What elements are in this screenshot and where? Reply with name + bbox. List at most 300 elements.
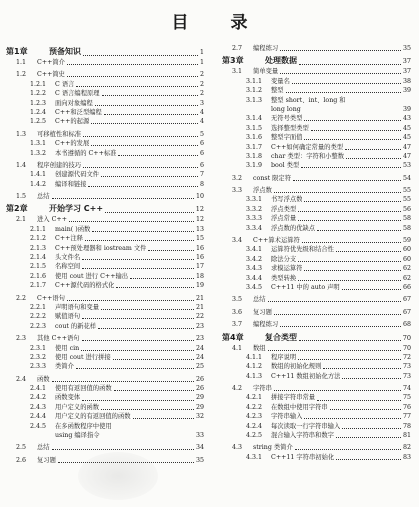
toc-entry xyxy=(6,117,204,126)
toc-entry xyxy=(222,174,411,183)
toc-entry-page-number: 2 xyxy=(199,71,204,79)
dot-leader xyxy=(83,136,198,137)
dot-leader xyxy=(336,459,401,460)
toc-chapter-entry xyxy=(222,55,411,67)
dot-leader xyxy=(83,55,198,56)
dot-leader xyxy=(114,390,194,391)
toc-entry-number: 2.3.1 xyxy=(30,344,47,352)
toc-entry-number: 4.2.3 xyxy=(246,413,263,421)
dot-leader xyxy=(88,186,198,187)
toc-entry-title: 浮点类型 xyxy=(271,205,297,213)
toc-entry-title: C++的起源 xyxy=(55,118,90,126)
toc-entry-title: 数组的初始化规则 xyxy=(271,363,322,371)
toc-entry xyxy=(222,86,411,95)
toc-entry-number: 1.2.2 xyxy=(30,90,47,98)
dot-leader xyxy=(67,300,194,301)
toc-entry-title: 选择整型类型 xyxy=(271,124,309,132)
dot-leader xyxy=(280,326,401,327)
toc-entry-number: 4.1.1 xyxy=(246,353,263,361)
toc-entry-number: 3.3.1 xyxy=(246,196,263,204)
toc-entry-number: 2.2.1 xyxy=(30,303,47,311)
toc-entry-number: 1.1 xyxy=(16,58,27,66)
toc-entry xyxy=(6,99,204,108)
toc-entry xyxy=(222,195,411,204)
toc-entry-number: 3.6 xyxy=(232,308,243,316)
toc-entry xyxy=(6,294,204,303)
toc-entry xyxy=(222,96,411,105)
toc-entry-number: 1.3.2 xyxy=(30,149,47,157)
toc-entry xyxy=(222,105,411,114)
toc-entry-title: 处理数据 xyxy=(265,56,297,66)
toc-entry-page-number: 81 xyxy=(402,432,411,440)
toc-entry-number: 3.1.3 xyxy=(246,96,263,104)
toc-entry-title: C++预处理器和 iostream 文件 xyxy=(55,244,147,252)
toc-entry xyxy=(6,384,204,393)
toc-entry-page-number: 70 xyxy=(402,344,411,352)
toc-entry-title: C++11 数组初始化方法 xyxy=(271,372,341,380)
toc-entry-page-number: 54 xyxy=(402,174,411,182)
toc-entry-number: 1.2.4 xyxy=(30,108,47,116)
dot-leader xyxy=(298,220,401,221)
toc-entry-number: 1.4.2 xyxy=(30,180,47,188)
toc-entry-number: 2.3 xyxy=(16,335,27,343)
toc-entry-title: 使用 cout 进行 C++输出 xyxy=(55,272,129,280)
dot-leader xyxy=(52,381,194,382)
toc-entry-page-number: 12 xyxy=(195,205,204,214)
toc-entry-title: 用户定义的函数 xyxy=(55,403,100,411)
toc-entry-page-number: 2 xyxy=(199,90,204,98)
dot-leader xyxy=(69,221,194,222)
toc-entry-number: 4.3 xyxy=(232,444,243,452)
toc-entry-title: 赋值语句 xyxy=(55,313,81,321)
toc-entry xyxy=(222,394,411,403)
toc-entry-page-number: 67 xyxy=(402,308,411,316)
toc-entry-page-number: 18 xyxy=(195,272,204,280)
toc-entry-page-number: 21 xyxy=(195,294,204,302)
dot-leader xyxy=(92,231,194,232)
dot-leader xyxy=(95,105,198,106)
toc-entry-number: 4.2.4 xyxy=(246,422,263,430)
dot-leader xyxy=(301,167,401,168)
toc-entry-number: 2.1 xyxy=(16,216,27,224)
toc-entry-title: 字符串 xyxy=(253,385,272,393)
toc-entry xyxy=(222,431,411,440)
toc-entry-page-number: 66 xyxy=(402,283,411,291)
toc-entry-number: 3.3.3 xyxy=(246,215,263,223)
toc-entry-title: 用户定义的有返回值的函数 xyxy=(55,413,131,421)
toc-entry-number: 2.3.3 xyxy=(30,363,47,371)
toc-entry-number: 1.3 xyxy=(16,130,27,138)
toc-entry-page-number: 6 xyxy=(199,140,204,148)
toc-entry-number: 2.1.2 xyxy=(30,235,47,243)
toc-entry-page-number: 37 xyxy=(402,57,411,66)
dot-leader xyxy=(280,73,401,74)
toc-entry xyxy=(6,262,204,271)
toc-entry-title: 总结 xyxy=(37,444,50,452)
toc-entry-page-number: 15 xyxy=(195,235,204,243)
toc-entry xyxy=(222,214,411,223)
toc-entry xyxy=(6,403,204,412)
toc-entry xyxy=(6,375,204,384)
toc-entry xyxy=(6,180,204,189)
dot-leader xyxy=(342,289,401,290)
toc-entry-number: 3.5 xyxy=(232,296,243,304)
toc-entry-title: 在数组中使用字符串 xyxy=(271,403,328,411)
toc-entry-number: 2.1.5 xyxy=(30,263,47,271)
toc-entry-title: using 编译指令 xyxy=(55,432,100,440)
toc-entry-title: 总结 xyxy=(253,296,266,304)
dot-leader xyxy=(336,437,401,438)
toc-entry xyxy=(6,272,204,281)
toc-entry-title: 面向对象编程 xyxy=(55,99,93,107)
dot-leader xyxy=(274,390,401,391)
toc-entry xyxy=(6,89,204,98)
dot-leader xyxy=(299,340,401,341)
toc-entry-number: 2.3.2 xyxy=(30,353,47,361)
toc-entry-number: 2.4.2 xyxy=(30,394,47,402)
dot-leader xyxy=(98,328,194,329)
toc-entry-page-number: 73 xyxy=(402,372,411,380)
toc-entry-number: 3.4.1 xyxy=(246,246,263,254)
toc-entry-page-number: 62 xyxy=(402,274,411,282)
toc-entry xyxy=(6,215,204,224)
toc-entry-number: 2.7 xyxy=(232,44,243,52)
dot-leader xyxy=(82,340,194,341)
toc-entry-number: 3.1.1 xyxy=(246,77,263,85)
toc-entry xyxy=(6,139,204,148)
toc-entry-number: 3.1.2 xyxy=(246,87,263,95)
dot-leader xyxy=(345,149,401,150)
toc-entry-page-number: 58 xyxy=(402,224,411,232)
toc-entry-page-number: 78 xyxy=(402,422,411,430)
toc-entry-number: 2.1.1 xyxy=(30,225,47,233)
toc-entry-page-number: 47 xyxy=(402,152,411,160)
toc-entry-number: 3.1.4 xyxy=(246,115,263,123)
toc-entry-page-number: 24 xyxy=(195,353,204,361)
toc-entry xyxy=(222,308,411,317)
toc-entry-page-number: 5 xyxy=(199,130,204,138)
toc-entry-title: 程序创建的技巧 xyxy=(37,161,82,169)
toc-entry-title: 编译和链接 xyxy=(55,180,87,188)
toc-entry-title: 拼接字符串常量 xyxy=(271,394,316,402)
toc-entry-page-number: 58 xyxy=(402,215,411,223)
toc-entry xyxy=(222,236,411,245)
toc-entry-title: C 语言编程原理 xyxy=(55,90,100,98)
toc-entry-title: C++和泛型编程 xyxy=(55,108,102,116)
dot-leader xyxy=(101,409,194,410)
toc-entry-title: C++算术运算符 xyxy=(253,237,300,245)
toc-entry-page-number: 26 xyxy=(195,385,204,393)
dot-leader xyxy=(101,309,194,310)
toc-entry-title: 数组 xyxy=(253,344,266,352)
dot-leader xyxy=(82,259,194,260)
dot-leader xyxy=(118,155,198,156)
dot-leader xyxy=(81,350,194,351)
toc-entry-number: 2.1.4 xyxy=(30,254,47,262)
dot-leader xyxy=(268,301,401,302)
toc-entry-number: 2.2.3 xyxy=(30,322,47,330)
toc-entry-page-number: 7 xyxy=(199,171,204,179)
dot-leader xyxy=(274,192,401,193)
toc-entry-title: 编程练习 xyxy=(253,321,279,329)
toc-entry-number: 2.1.6 xyxy=(30,272,47,280)
dot-leader xyxy=(82,400,194,401)
toc-entry xyxy=(6,394,204,403)
dot-leader xyxy=(298,359,401,360)
toc-entry-number: 2.5 xyxy=(16,444,27,452)
dot-leader xyxy=(67,76,198,77)
toc-entry-title: 浮点数的优缺点 xyxy=(271,224,316,232)
dot-leader xyxy=(323,368,401,369)
dot-leader xyxy=(268,350,401,351)
dot-leader xyxy=(102,95,198,96)
toc-entry-number: 4.3.1 xyxy=(246,453,263,461)
dot-leader xyxy=(280,50,401,51)
toc-entry-title: C++语句 xyxy=(37,294,65,302)
dot-leader xyxy=(116,287,194,288)
toc-entry-number: 3.4.2 xyxy=(246,255,263,263)
toc-entry xyxy=(222,67,411,76)
toc-entry-page-number: 12 xyxy=(195,216,204,224)
dot-leader xyxy=(91,123,198,124)
toc-entry-page-number: 60 xyxy=(402,246,411,254)
toc-entry xyxy=(222,344,411,353)
toc-entry-number: 2.4.3 xyxy=(30,403,47,411)
toc-chapter-entry xyxy=(6,203,204,215)
toc-entry-page-number: 29 xyxy=(195,394,204,402)
dot-leader xyxy=(342,428,401,429)
toc-entry-title: 声明语句和变量 xyxy=(55,303,100,311)
toc-entry-page-number: 34 xyxy=(195,444,204,452)
toc-entry-number: 4.2.1 xyxy=(246,394,263,402)
toc-entry xyxy=(222,143,411,152)
toc-entry-page-number: 83 xyxy=(402,453,411,461)
toc-entry-title: 类型转换 xyxy=(271,274,297,282)
toc-entry-title: 总结 xyxy=(37,193,50,201)
dot-leader xyxy=(67,64,198,65)
dot-leader xyxy=(133,418,194,419)
toc-entry-page-number: 16 xyxy=(195,254,204,262)
toc-entry-title: 复习题 xyxy=(253,308,272,316)
toc-entry-page-number: 21 xyxy=(195,303,204,311)
toc-entry-number: 3.3 xyxy=(232,187,243,195)
page-title: 目 录 xyxy=(171,13,266,33)
dot-leader xyxy=(130,278,194,279)
toc-entry-title: 创建源代码文件 xyxy=(55,171,100,179)
dot-leader xyxy=(304,270,401,271)
toc-entry-title: 其他 C++语句 xyxy=(37,335,80,343)
toc-entry-number: 3.1.7 xyxy=(246,143,263,151)
toc-entry xyxy=(6,244,204,253)
toc-entry-title: C++如何确定常量的类型 xyxy=(271,143,344,151)
toc-entry-title: string 类简介 xyxy=(253,444,293,452)
toc-entry-title: 开始学习 C++ xyxy=(49,204,104,214)
dot-leader xyxy=(330,409,401,410)
toc-entry xyxy=(222,295,411,304)
dot-leader xyxy=(298,280,401,281)
dot-leader xyxy=(85,240,194,241)
toc-entry xyxy=(6,80,204,89)
toc-entry-title: 除法分支 xyxy=(271,255,297,263)
toc-entry xyxy=(6,161,204,170)
toc-entry-page-number: 72 xyxy=(402,353,411,361)
toc-entry-page-number: 29 xyxy=(195,403,204,411)
toc-entry xyxy=(6,192,204,201)
toc-entry-number: 3.1.5 xyxy=(246,124,263,132)
toc-entry-number: 1.2.5 xyxy=(30,118,47,126)
toc-entry-number: 4.1 xyxy=(232,344,243,352)
toc-entry-page-number: 22 xyxy=(195,313,204,321)
toc-entry-page-number: 39 xyxy=(402,105,411,113)
toc-entry-title: 使用 cin xyxy=(55,344,80,352)
toc-entry-page-number: 1 xyxy=(199,58,204,66)
toc-entry xyxy=(6,281,204,290)
toc-chapter-entry xyxy=(222,332,411,344)
toc-entry xyxy=(222,320,411,329)
toc-entry xyxy=(222,422,411,431)
toc-entry xyxy=(222,283,411,292)
toc-entry-number: 1.4 xyxy=(16,161,27,169)
dot-leader xyxy=(76,368,194,369)
toc-entry-page-number: 74 xyxy=(402,385,411,393)
dot-leader xyxy=(302,242,401,243)
toc-entry xyxy=(222,224,411,233)
toc-entry xyxy=(6,170,204,179)
toc-entry-title: 整型字面值 xyxy=(271,134,303,142)
toc-entry xyxy=(6,344,204,353)
toc-chapter-entry xyxy=(6,46,204,58)
toc-entry-page-number: 67 xyxy=(402,296,411,304)
dot-leader xyxy=(101,176,198,177)
toc-entry-page-number: 39 xyxy=(402,87,411,95)
toc-entry-page-number: 35 xyxy=(195,456,204,464)
toc-entry-page-number: 24 xyxy=(195,344,204,352)
toc-entry-number: 2.2 xyxy=(16,294,27,302)
toc-entry xyxy=(6,108,204,117)
dot-leader xyxy=(346,158,401,159)
dot-leader xyxy=(295,449,401,450)
toc-entry-page-number: 13 xyxy=(195,225,204,233)
toc-entry-number: 1.3.1 xyxy=(30,140,47,148)
toc-entry-number: 第2章 xyxy=(6,204,28,214)
toc-entry xyxy=(6,312,204,321)
toc-entry xyxy=(222,44,411,53)
toc-entry-title: 函数变体 xyxy=(55,394,81,402)
toc-entry xyxy=(222,124,411,133)
toc-entry xyxy=(222,274,411,283)
toc-entry xyxy=(222,245,411,254)
toc-entry-title: C++源代码的格式化 xyxy=(55,282,115,290)
toc-entry xyxy=(222,372,411,381)
toc-entry-page-number: 32 xyxy=(195,413,204,421)
toc-entry xyxy=(6,412,204,421)
toc-entry-number: 3.4.4 xyxy=(246,274,263,282)
toc-entry xyxy=(222,384,411,393)
dot-leader xyxy=(82,318,194,319)
toc-entry-title: C++注释 xyxy=(55,235,83,243)
toc-entry-page-number: 45 xyxy=(402,134,411,142)
toc-entry xyxy=(222,362,411,371)
toc-entry-title: C++简史 xyxy=(37,71,65,79)
toc-entry-number: 2.4.1 xyxy=(30,385,47,393)
toc-entry xyxy=(6,362,204,371)
toc-entry-title: 名称空间 xyxy=(55,263,81,271)
toc-entry-title: 字符串输入 xyxy=(271,413,303,421)
toc-entry xyxy=(222,205,411,214)
toc-entry-number: 3.7 xyxy=(232,321,243,329)
toc-entry-number: 3.1.6 xyxy=(246,134,263,142)
dot-leader xyxy=(304,201,401,202)
toc-entry-page-number: 4 xyxy=(199,118,204,126)
toc-entry-page-number: 23 xyxy=(195,335,204,343)
toc-entry-number: 3.1 xyxy=(232,68,243,76)
toc-entry-number: 3.4.5 xyxy=(246,283,263,291)
toc-entry xyxy=(6,130,204,139)
dot-leader xyxy=(342,378,401,379)
toc-entry-title: 进入 C++ xyxy=(37,216,67,224)
toc-entry-title: 类简介 xyxy=(55,363,74,371)
toc-entry-page-number: 38 xyxy=(402,77,411,85)
toc-entry-number: 2.6 xyxy=(16,456,27,464)
toc-entry-title: 使用有返回值的函数 xyxy=(55,385,112,393)
toc-entry xyxy=(6,253,204,262)
toc-entry-page-number: 77 xyxy=(402,413,411,421)
toc-entry-title: 整型 xyxy=(271,87,284,95)
toc-entry-page-number: 19 xyxy=(195,282,204,290)
dot-leader xyxy=(311,130,401,131)
toc-entry-page-number: 62 xyxy=(402,265,411,273)
toc-entry-title: 运算符优先级和结合性 xyxy=(271,246,334,254)
toc-entry-number: 2.4.4 xyxy=(30,413,47,421)
toc-entry-title: 浮点常量 xyxy=(271,215,297,223)
dot-leader xyxy=(91,145,198,146)
dot-leader xyxy=(76,86,198,87)
toc-entry-page-number: 23 xyxy=(195,322,204,330)
toc-entry-page-number: 1 xyxy=(199,48,204,56)
toc-entry xyxy=(6,353,204,362)
dot-leader xyxy=(299,64,401,65)
toc-entry-number: 2.2.2 xyxy=(30,313,47,321)
toc-entry-page-number: 73 xyxy=(402,363,411,371)
dot-leader xyxy=(304,418,401,419)
dot-leader xyxy=(105,212,194,213)
toc-entry-page-number: 2 xyxy=(199,80,204,88)
dot-leader xyxy=(317,400,401,401)
toc-entry-title: bool 类型 xyxy=(271,162,300,170)
toc-entry-page-number: 76 xyxy=(402,403,411,411)
toc-entry-title: 求模运算符 xyxy=(271,265,303,273)
toc-entry-number: 4.2.2 xyxy=(246,403,263,411)
toc-entry-page-number: 17 xyxy=(195,263,204,271)
toc-entry-page-number: 47 xyxy=(402,143,411,151)
toc-entry-title: 复习题 xyxy=(37,456,56,464)
dot-leader xyxy=(298,261,401,262)
toc-entry-number: 1.2 xyxy=(16,71,27,79)
toc-entry-number: 1.2.1 xyxy=(30,80,47,88)
toc-entry-page-number: 55 xyxy=(402,196,411,204)
toc-entry xyxy=(6,149,204,158)
dot-leader xyxy=(293,180,401,181)
toc-entry-title: main( )函数 xyxy=(55,225,91,233)
toc-entry-page-number: 82 xyxy=(402,444,411,452)
toc-entry-title: 程序说明 xyxy=(271,353,297,361)
toc-entry-number: 3.3.4 xyxy=(246,224,263,232)
toc-entry-number: 第1章 xyxy=(6,47,28,56)
toc-entry-title: 每次读取一行字符串输入 xyxy=(271,422,341,430)
toc-entry-title: 在多函数程序中使用 xyxy=(55,422,112,430)
dot-leader xyxy=(292,83,401,84)
toc-entry xyxy=(6,58,204,67)
